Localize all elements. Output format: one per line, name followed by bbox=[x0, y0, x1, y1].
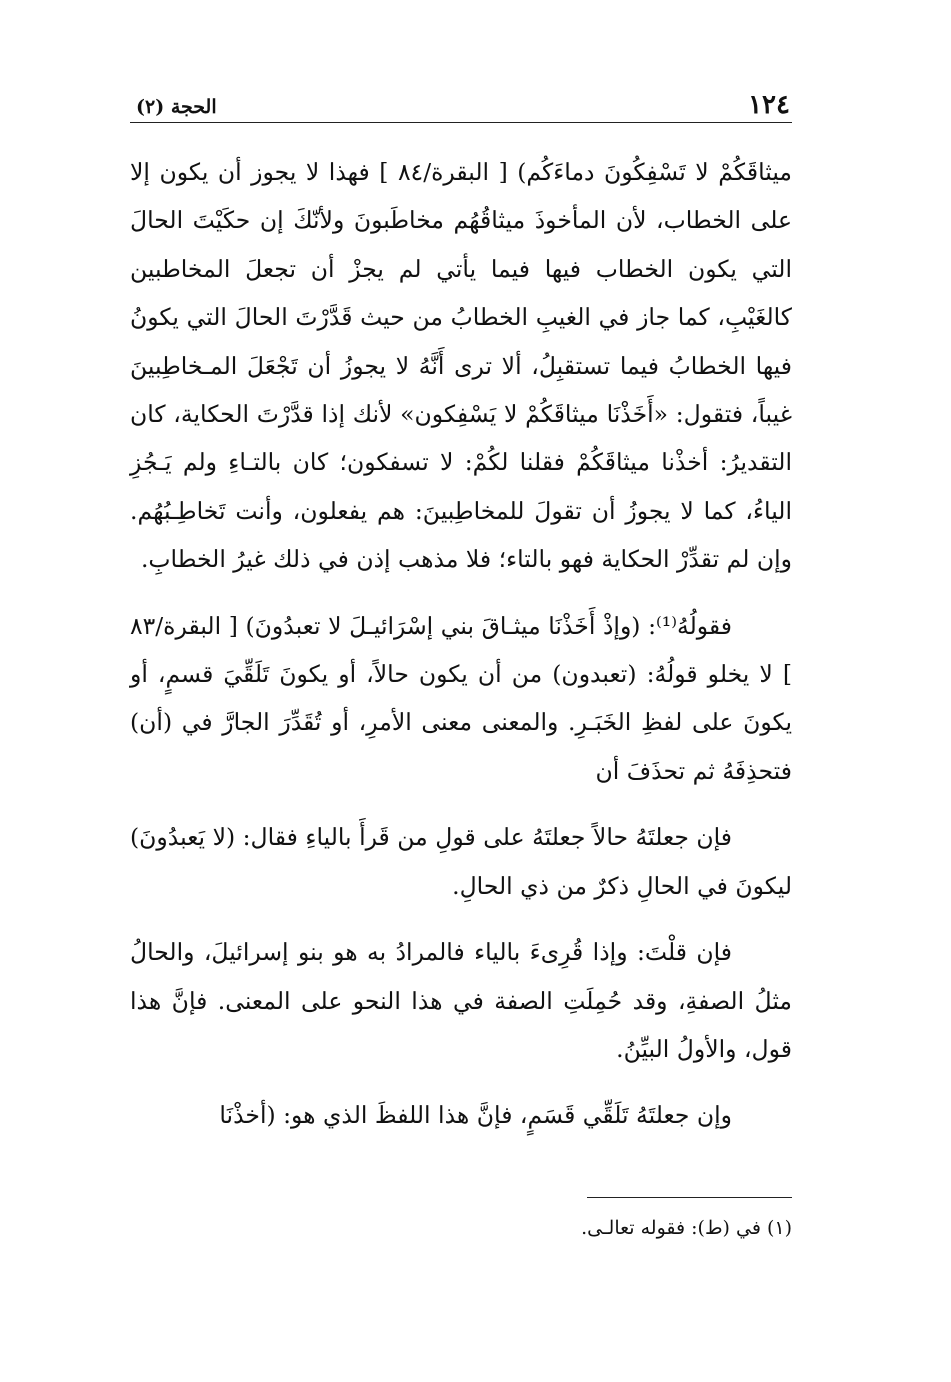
footnote: (١) في (ط): فقوله تعالـى. bbox=[581, 1217, 792, 1239]
page-number: ١٢٤ bbox=[748, 90, 790, 120]
running-title: الحجة (٢) bbox=[136, 96, 217, 118]
book-page bbox=[130, 88, 792, 1348]
paragraph-3: فإن جعلتَهُ حالاً جعلتَهُ على قولِ من قَرأَ بالياءِ فقال: (لا يَعبدُونَ) ليكونَ في الحالِ ذكرٌ من ذي الحالِ. bbox=[130, 823, 792, 900]
paragraph-5: وإن جعلتَهُ تَلَقِّي قَسَمٍ، فإنَّ هذا اللفظَ الذي هو: (أخذْنَا bbox=[219, 1101, 732, 1130]
page-header bbox=[130, 88, 792, 123]
paragraph-2: فقولُهُ⁽¹⁾: (وإذْ أَخَذْنَا ميثـاقَ بني إسْرَائيـلَ لا تعبدُونَ) [ البقرة/٨٣ ] لا يخلو قولُهُ: (تعبدون) من أن يكون حالاً، أو يكونَ تَلَقِّيَ قسمٍ، أو يكونَ على لفظِ الخَبَـرِ. والمعنى معنى الأمرِ، أو تُقَدِّرَ الجارَّ في (أن) فتحذِفَهُ ثم تحذَفَ أن bbox=[130, 611, 792, 785]
paragraph-4: فإن قلْتَ: وإذا قُرِىءَ بالياء فالمرادُ به هو بنو إسرائيلَ، والحالُ مثلُ الصفةِ، وقد حُمِلَتِ الصفة في هذا النحو على المعنى. فإنَّ هذا قول، والأولُ البيِّنُ. bbox=[130, 938, 792, 1063]
paragraph-1: ميثاقَكُمْ لا تَسْفِكُونَ دماءَكُم) [ البقرة/٨٤ ] فهذا لا يجوز أن يكون إلا على الخطاب، لأن المأخوذَ ميثاقُهُم مخاطَبونَ ولأنّكَ إن حكَيْتَ الحالَ التي يكون الخطاب فيها فيما يأتي لم يجزْ أن تجعلَ المخاطبين كالغَيْبِ، كما جاز في الغيبِ الخطابُ من حيث قَدَّرْتَ الحالَ التي يكونُ فيها الخطابُ فيما تستقبِلُ، ألا ترى أَنَّهُ لا يجوزُ أن تَجْعَلَ المـخاطِبينَ غيباً، فتقول: «أَخَذْنَا ميثاقَكُمْ لا يَسْفِكون» لأنك إذا قدَّرْتَ الحكاية، كان التقديرُ: أخذْنا ميثاقَكُمْ فقلنا لكُمْ: لا تسفكون؛ كان بالتـاءِ ولم يَـجُزِ الياءُ، كما لا يجوزُ أن تقولَ للمخاطِبينَ: هم يفعلون، وأنت تَخاطِـبُهُم. وإن لم تقدِّرْ الحكاية فهو بالتاء؛ فلا مذهب إذن في ذلك غيرُ الخطابِ. bbox=[130, 158, 793, 574]
main-text bbox=[130, 148, 792, 1158]
footnote-divider bbox=[587, 1197, 792, 1198]
